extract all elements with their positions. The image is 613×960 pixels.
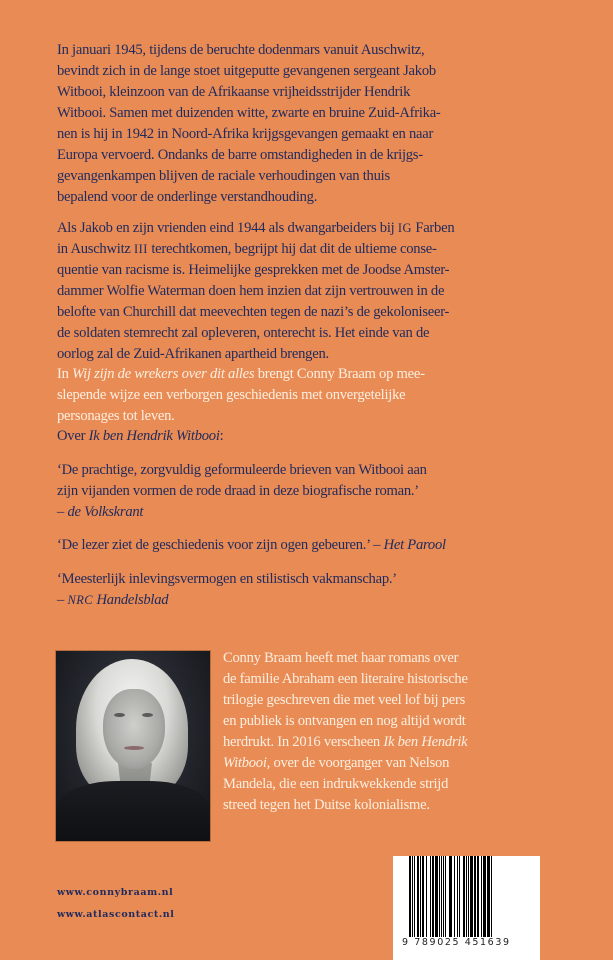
quote-source-line [57, 590, 557, 611]
text-line: quentie van racisme is. Heimelijke gesprekken met de Joodse Amster- [57, 262, 450, 278]
text-line: slepende wijze een verborgen geschiedenis met onvergetelijke [57, 387, 406, 403]
text-line: bepalend voor de onderlinge verstandhouding. [57, 189, 318, 205]
bio-line: streed tegen het Duitse kolonialisme. [223, 797, 430, 813]
text-fragment: , over de voorganger van Nelson [266, 755, 450, 771]
blurb-paragraph-2 [57, 218, 557, 365]
text-line [57, 239, 557, 260]
text-line: dammer Wolfie Waterman doen hem inzien dat zijn vertrouwen in de [57, 283, 445, 299]
text-fragment: Over [57, 428, 89, 444]
blurb-paragraph-3 [57, 364, 557, 427]
author-website-link[interactable]: www.connybraam.nl [57, 887, 174, 898]
quote-line: ‘Meesterlijk inlevingsvermogen en stilistisch vakmanschap.’ [57, 571, 397, 587]
text-fragment: In [57, 366, 73, 382]
bio-line [223, 753, 553, 774]
text-fragment: herdrukt. In 2016 verscheen [223, 734, 384, 750]
isbn-number: 9 789025 451639 [402, 937, 511, 948]
blurb-paragraph-1 [57, 40, 557, 208]
small-caps-fragment: IG [397, 221, 412, 235]
author-photo [56, 651, 210, 841]
author-bio [223, 648, 553, 816]
photo-body-shape [56, 781, 210, 841]
quote-line: zijn vijanden vormen de rode draad in deze biografische roman.’ [57, 483, 419, 499]
text-line [57, 364, 557, 385]
dash: – [57, 592, 68, 608]
review-quote-parool [57, 535, 557, 556]
quote-source: Het Parool [383, 537, 446, 553]
bio-line: de familie Abraham een literaire historische [223, 671, 468, 687]
book-title: Witbooi [223, 755, 267, 771]
barcode-bars [409, 856, 519, 946]
dash: – [373, 537, 384, 553]
text-line: de soldaten stemrecht zal opleveren, onterecht is. Het einde van de [57, 325, 430, 341]
text-fragment: Als Jakob en zijn vrienden eind 1944 als dwangarbeiders bij [57, 220, 398, 236]
text-line [57, 426, 557, 447]
text-line: bevindt zich in de lange stoet uitgeputte gevangenen sergeant Jakob [57, 63, 436, 79]
text-line: gevangenkampen blijven de raciale verhoudingen van thuis [57, 168, 390, 184]
text-line: Witbooi. Samen met duizenden witte, zwarte en bruine Zuid-Afrika- [57, 105, 441, 121]
bio-line [223, 732, 553, 753]
quote-source-line [57, 502, 557, 523]
text-fragment: : [219, 428, 224, 444]
quote-source: Handelsblad [93, 592, 169, 608]
book-title: Wij zijn de wrekers over dit alles [72, 366, 255, 382]
dash: – [57, 504, 68, 520]
text-fragment: brengt Conny Braam op mee- [254, 366, 425, 382]
text-line: Europa vervoerd. Ondanks de barre omstandigheden in de krijgs- [57, 147, 423, 163]
text-line [57, 218, 557, 239]
book-title: Ik ben Hendrik [383, 734, 468, 750]
quote-line [57, 535, 557, 556]
text-fragment: terechtkomen, begrijpt hij dat dit de ultieme conse- [147, 241, 437, 257]
photo-mouth-shape [124, 746, 144, 750]
bio-line: Mandela, die een indrukwekkende strijd [223, 776, 449, 792]
text-fragment: Farben [411, 220, 455, 236]
website-links [57, 882, 175, 926]
photo-eye-shape [114, 713, 125, 717]
bio-line: Conny Braam heeft met haar romans over [223, 650, 459, 666]
photo-face-shape [103, 689, 165, 769]
small-caps-fragment: III [134, 242, 148, 256]
bio-line: trilogie geschreven die met veel lof bij pers [223, 692, 466, 708]
publisher-website-link[interactable]: www.atlascontact.nl [57, 909, 175, 920]
barcode-gap [492, 856, 493, 938]
quote-source: de Volkskrant [67, 504, 144, 520]
text-line: Witbooi, kleinzoon van de Afrikaanse vrijheidsstrijder Hendrik [57, 84, 411, 100]
review-quote-nrc [57, 569, 557, 611]
quote-line: ‘De prachtige, zorgvuldig geformuleerde brieven van Witbooi aan [57, 462, 427, 478]
quote-source-abbrev: NRC [67, 593, 94, 607]
quote-text: ‘De lezer ziet de geschiedenis voor zijn ogen gebeuren.’ [57, 537, 374, 553]
text-line: In januari 1945, tijdens de beruchte dodenmars vanuit Auschwitz, [57, 42, 425, 58]
book-title: Ik ben Hendrik Witbooi [88, 428, 220, 444]
text-line: personages tot leven. [57, 408, 175, 424]
text-line: oorlog zal de Zuid-Afrikanen apartheid brengen. [57, 346, 329, 362]
text-fragment: in Auschwitz [57, 241, 135, 257]
isbn-barcode [393, 856, 540, 960]
text-line: belofte van Churchill dat meevechten tegen de nazi’s de gekoloniseer- [57, 304, 450, 320]
reviews-intro [57, 426, 557, 447]
photo-eye-shape [142, 713, 153, 717]
bio-line: en publiek is ontvangen en nog altijd wordt [223, 713, 466, 729]
text-line: nen is hij in 1942 in Noord-Afrika krijgsgevangen gemaakt en naar [57, 126, 434, 142]
review-quote-volkskrant [57, 460, 557, 523]
